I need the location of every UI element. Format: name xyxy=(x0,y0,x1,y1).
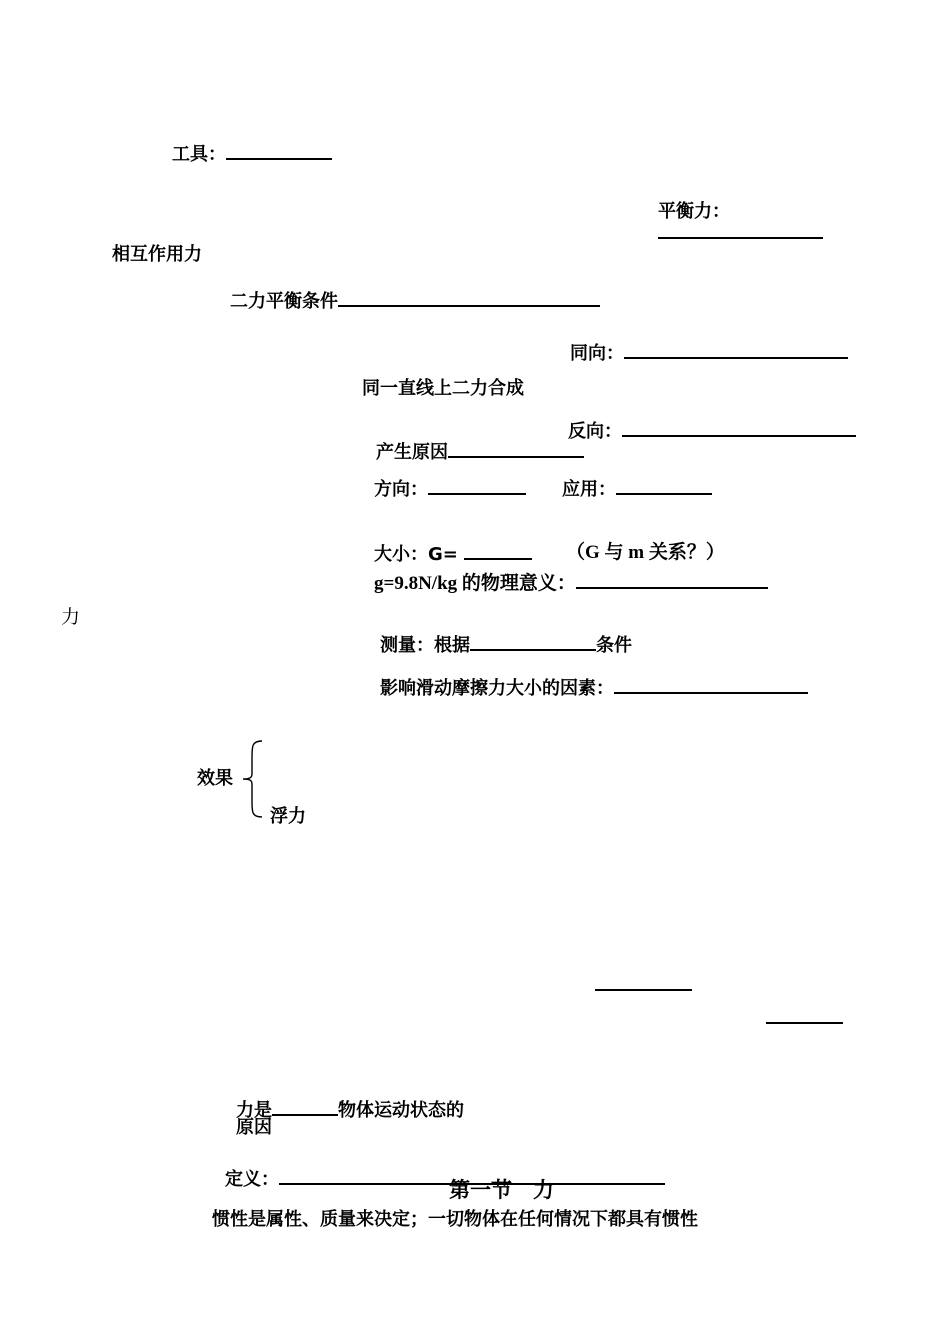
definition-label: 定义： xyxy=(225,1169,279,1190)
direction-row xyxy=(374,477,526,501)
opposite-direction-blank[interactable] xyxy=(622,419,856,437)
friction-factors-blank[interactable] xyxy=(614,676,808,694)
blank-line-2[interactable] xyxy=(766,1022,843,1024)
g-m-relation: （G 与 m 关系？） xyxy=(566,542,725,563)
two-force-balance-blank[interactable] xyxy=(338,289,600,307)
definition-row xyxy=(225,1167,665,1191)
magnitude-blank[interactable] xyxy=(464,542,532,560)
magnitude-label: 大小：G= xyxy=(374,544,458,565)
application-blank[interactable] xyxy=(616,477,712,495)
same-direction-label: 同向： xyxy=(570,343,624,364)
cut-off-text xyxy=(236,1117,272,1138)
opposite-direction-row xyxy=(568,419,856,443)
measure-row xyxy=(380,633,632,657)
buoyancy-label: 浮力 xyxy=(270,806,306,827)
friction-factors-label: 影响滑动摩擦力大小的因素： xyxy=(380,678,614,699)
force-is-blank[interactable] xyxy=(272,1098,338,1116)
measure-prefix: 测量：根据 xyxy=(380,635,470,656)
brace-icon xyxy=(238,738,266,820)
interaction-force-label: 相互作用力 xyxy=(112,244,202,265)
direction-blank[interactable] xyxy=(428,477,526,495)
direction-label: 方向： xyxy=(374,479,428,500)
effect-label: 效果 xyxy=(197,768,233,789)
cut-off-text-content: 原因 xyxy=(236,1117,272,1138)
cause-label: 产生原因 xyxy=(376,442,448,463)
magnitude-row xyxy=(374,542,532,566)
section-title: 第一节 力 xyxy=(449,1178,554,1202)
balanced-force-label: 平衡力： xyxy=(658,201,730,222)
same-direction-row xyxy=(570,341,848,365)
two-force-balance-row xyxy=(230,289,600,313)
same-direction-blank[interactable] xyxy=(624,341,848,359)
balanced-force-blank[interactable] xyxy=(658,237,823,239)
application-label: 应用： xyxy=(562,479,616,500)
inertia-note: 惯性是属性、质量来决定；一切物体在任何情况下都具有惯性 xyxy=(212,1209,698,1230)
cause-row xyxy=(376,440,584,464)
force-is-prefix: 力是 xyxy=(236,1100,272,1121)
tools-blank[interactable] xyxy=(226,142,332,160)
force-is-suffix: 物体运动状态的 xyxy=(338,1100,464,1121)
application-row xyxy=(562,477,712,501)
opposite-direction-label: 反向： xyxy=(568,421,622,442)
g-meaning-row xyxy=(374,571,768,595)
measure-blank[interactable] xyxy=(470,633,596,651)
tools-row xyxy=(172,142,332,166)
g-meaning-label: g=9.8N/kg 的物理意义： xyxy=(374,573,576,594)
g-meaning-blank[interactable] xyxy=(576,571,768,589)
same-line-composition-label: 同一直线上二力合成 xyxy=(362,378,524,399)
force-root-label: 力 xyxy=(61,606,81,628)
cause-blank[interactable] xyxy=(448,440,584,458)
two-force-balance-label: 二力平衡条件 xyxy=(230,291,338,312)
tools-label: 工具： xyxy=(172,144,226,165)
measure-suffix: 条件 xyxy=(596,635,632,656)
blank-line-1[interactable] xyxy=(595,989,692,991)
friction-factors-row xyxy=(380,676,808,700)
